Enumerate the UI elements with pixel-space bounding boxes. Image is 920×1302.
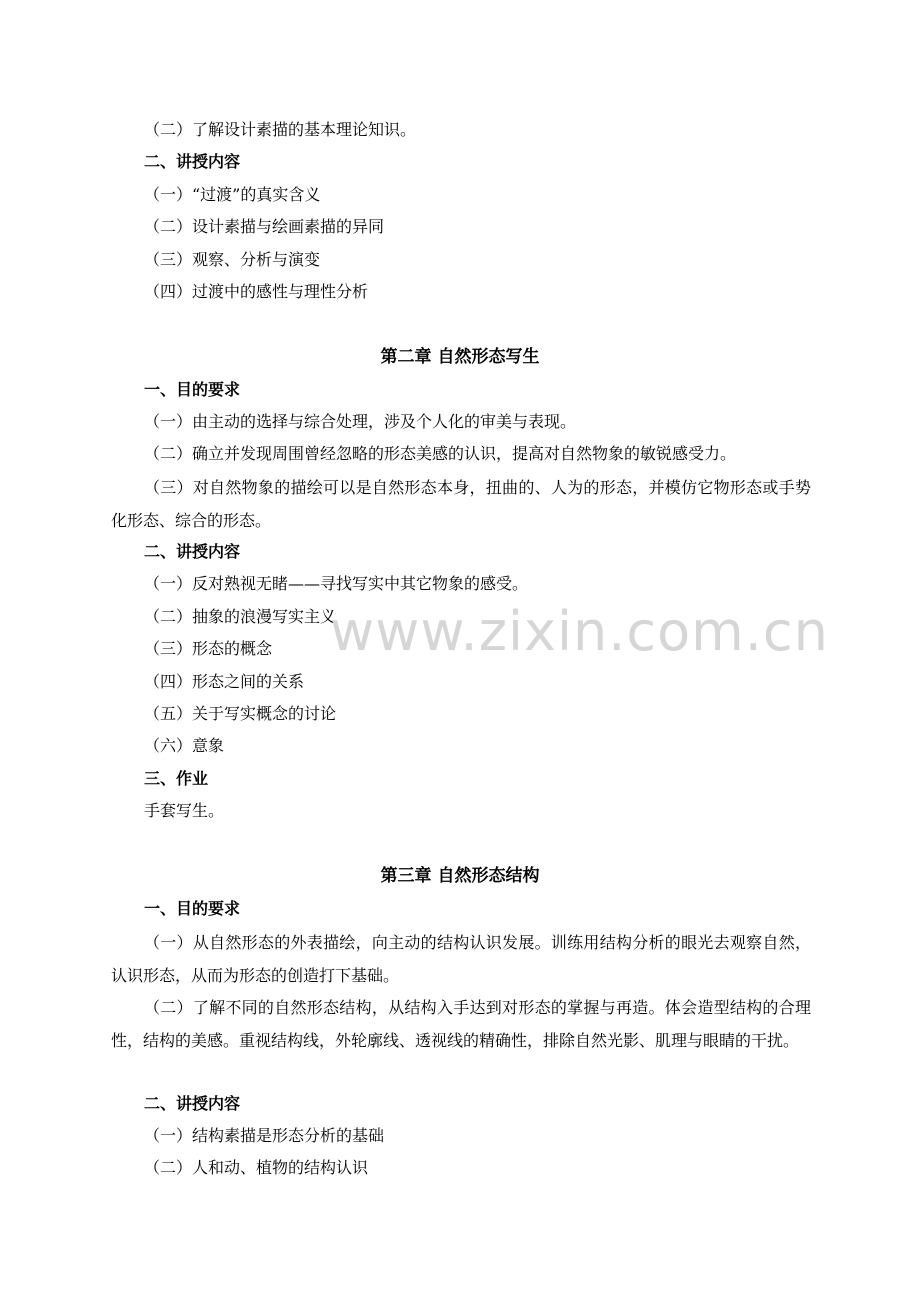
section-heading: 一、目的要求	[144, 380, 241, 399]
objective-paragraph: （三）对自然物象的描绘可以是自然形态本身，扭曲的、人为的形态，并模仿它物形态或手势化形态、综合的形态。	[111, 478, 811, 530]
objective-paragraph: （一）从自然形态的外表描绘，向主动的结构认识发展。训练用结构分析的眼光去观察自然，认识形态，从而为形态的创造打下基础。	[111, 933, 811, 985]
watermark: www.zixin.com.cn	[330, 600, 829, 663]
content-item: （六）意象	[144, 736, 225, 755]
content-item: （三）形态的概念	[144, 639, 273, 658]
objective-item: （一）由主动的选择与综合处理，涉及个人化的审美与表现。	[144, 412, 577, 431]
chapter-title: 第二章 自然形态写生	[380, 347, 540, 367]
section-heading: 二、讲授内容	[144, 1094, 241, 1113]
section-heading: 二、讲授内容	[144, 152, 241, 171]
objective-paragraph: （二）了解不同的自然形态结构，从结构入手达到对形态的掌握与再造。体会造型结构的合理性，结构的美感。重视结构线，外轮廓线、透视线的精确性，排除自然光影、肌理与眼睛的干扰。	[111, 998, 811, 1050]
content-item: （四）形态之间的关系	[144, 672, 305, 691]
objective-item: （二）了解设计素描的基本理论知识。	[144, 120, 417, 139]
section-heading: 一、目的要求	[144, 899, 241, 918]
content-item: （二）人和动、植物的结构认识	[144, 1158, 369, 1177]
content-item: （一）“过渡”的真实含义	[144, 185, 321, 204]
section-heading: 三、作业	[144, 769, 209, 788]
section-heading: 二、讲授内容	[144, 542, 241, 561]
content-item: （五）关于写实概念的讨论	[144, 704, 337, 723]
content-item: （三）观察、分析与演变	[144, 250, 321, 269]
content-item: （一）结构素描是形态分析的基础	[144, 1126, 385, 1145]
content-item: （二）设计素描与绘画素描的异同	[144, 217, 385, 236]
objective-item: （二）确立并发现周围曾经忽略的形态美感的认识，提高对自然物象的敏锐感受力。	[144, 444, 737, 463]
homework-text: 手套写生。	[144, 801, 225, 820]
content-item: （二）抽象的浪漫写实主义	[144, 607, 337, 626]
content-item: （四）过渡中的感性与理性分析	[144, 282, 369, 301]
content-item: （一）反对熟视无睹——寻找写实中其它物象的感受。	[144, 574, 529, 593]
chapter-title: 第三章 自然形态结构	[380, 866, 540, 886]
